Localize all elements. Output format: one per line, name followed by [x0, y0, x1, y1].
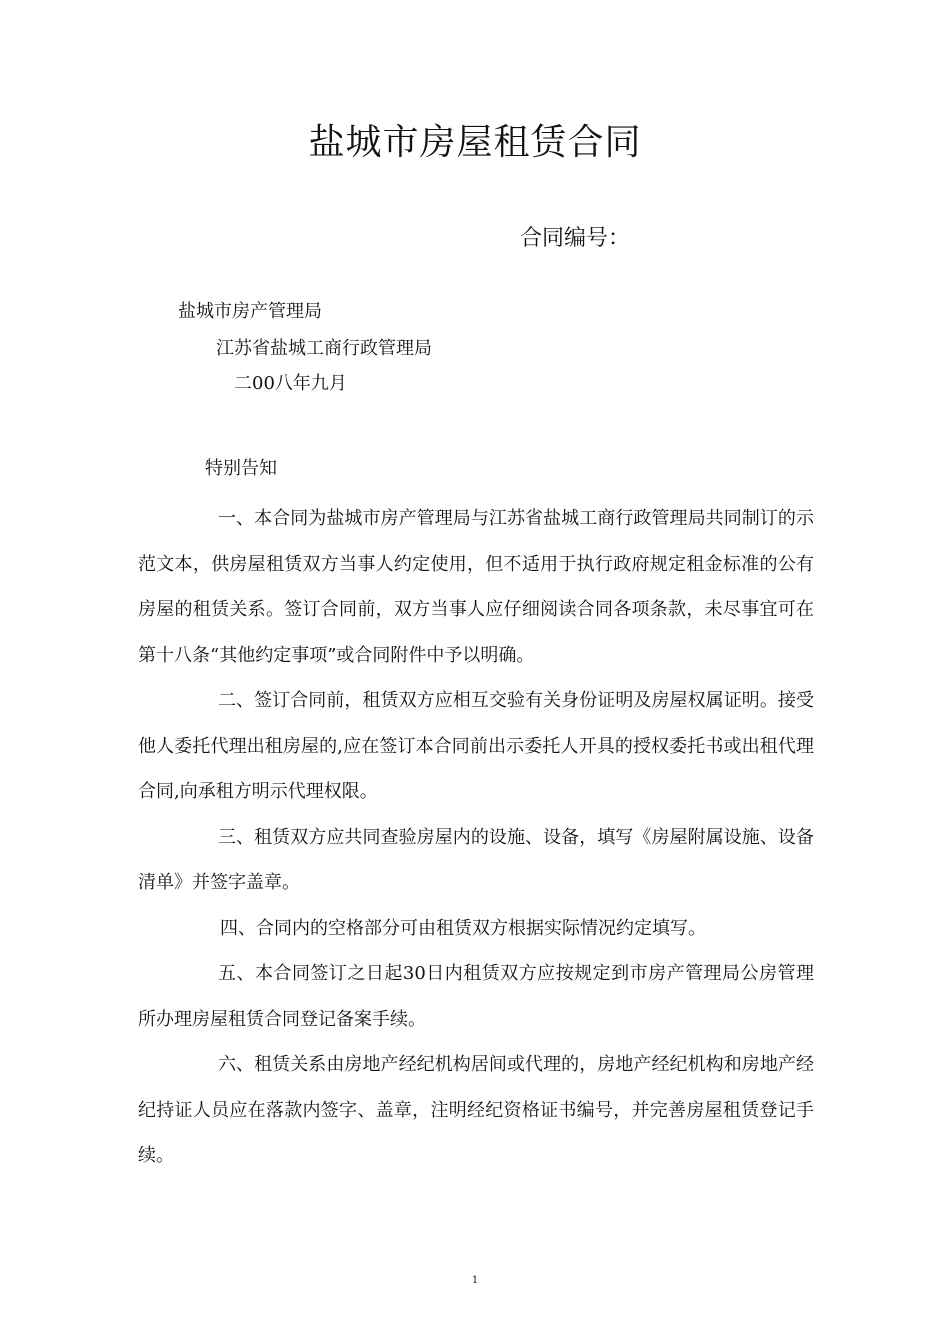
issuer-housing-bureau: 盐城市房产管理局	[178, 301, 322, 322]
notice-paragraph-6: 六、租赁关系由房地产经纪机构居间或代理的，房地产经纪机构和房地产经纪持证人员应在落款内签字、盖章，注明经纪资格证书编号，并完善房屋租赁登记手续。	[138, 1054, 814, 1166]
notice-paragraph-1: 一、本合同为盐城市房产管理局与江苏省盐城工商行政管理局共同制订的示范文本，供房屋租赁双方当事人约定使用，但不适用于执行政府规定租金标准的公有房屋的租赁关系。签订合同前，双方当事人应仔细阅读合同各项条款，未尽事宜可在第十八条“其他约定事项”或合同附件中予以明确。	[138, 508, 814, 666]
notice-paragraph-3: 三、租赁双方应共同查验房屋内的设施、设备，填写《房屋附属设施、设备清单》并签字盖章。	[138, 826, 814, 893]
issue-date: 二00八年九月	[234, 373, 347, 394]
notice-body	[138, 496, 814, 1179]
notice-paragraph-4: 四、合同内的空格部分可由租赁双方根据实际情况约定填写。	[220, 917, 706, 939]
page-number: 1	[471, 1275, 479, 1286]
notice-paragraph-5: 五、本合同签订之日起30日内租赁双方应按规定到市房产管理局公房管理所办理房屋租赁合同登记备案手续。	[138, 963, 814, 1030]
contract-number-label: 合同编号：	[520, 226, 631, 251]
issuer-commerce-bureau: 江苏省盐城工商行政管理局	[216, 338, 432, 359]
notice-heading: 特别告知	[205, 458, 277, 479]
document-title: 盐城市房屋租赁合同	[308, 122, 642, 163]
notice-paragraph-2: 二、签订合同前，租赁双方应相互交验有关身份证明及房屋权属证明。接受他人委托代理出租房屋的,应在签订本合同前出示委托人开具的授权委托书或出租代理合同,向承租方明示代理权限。	[138, 690, 814, 802]
